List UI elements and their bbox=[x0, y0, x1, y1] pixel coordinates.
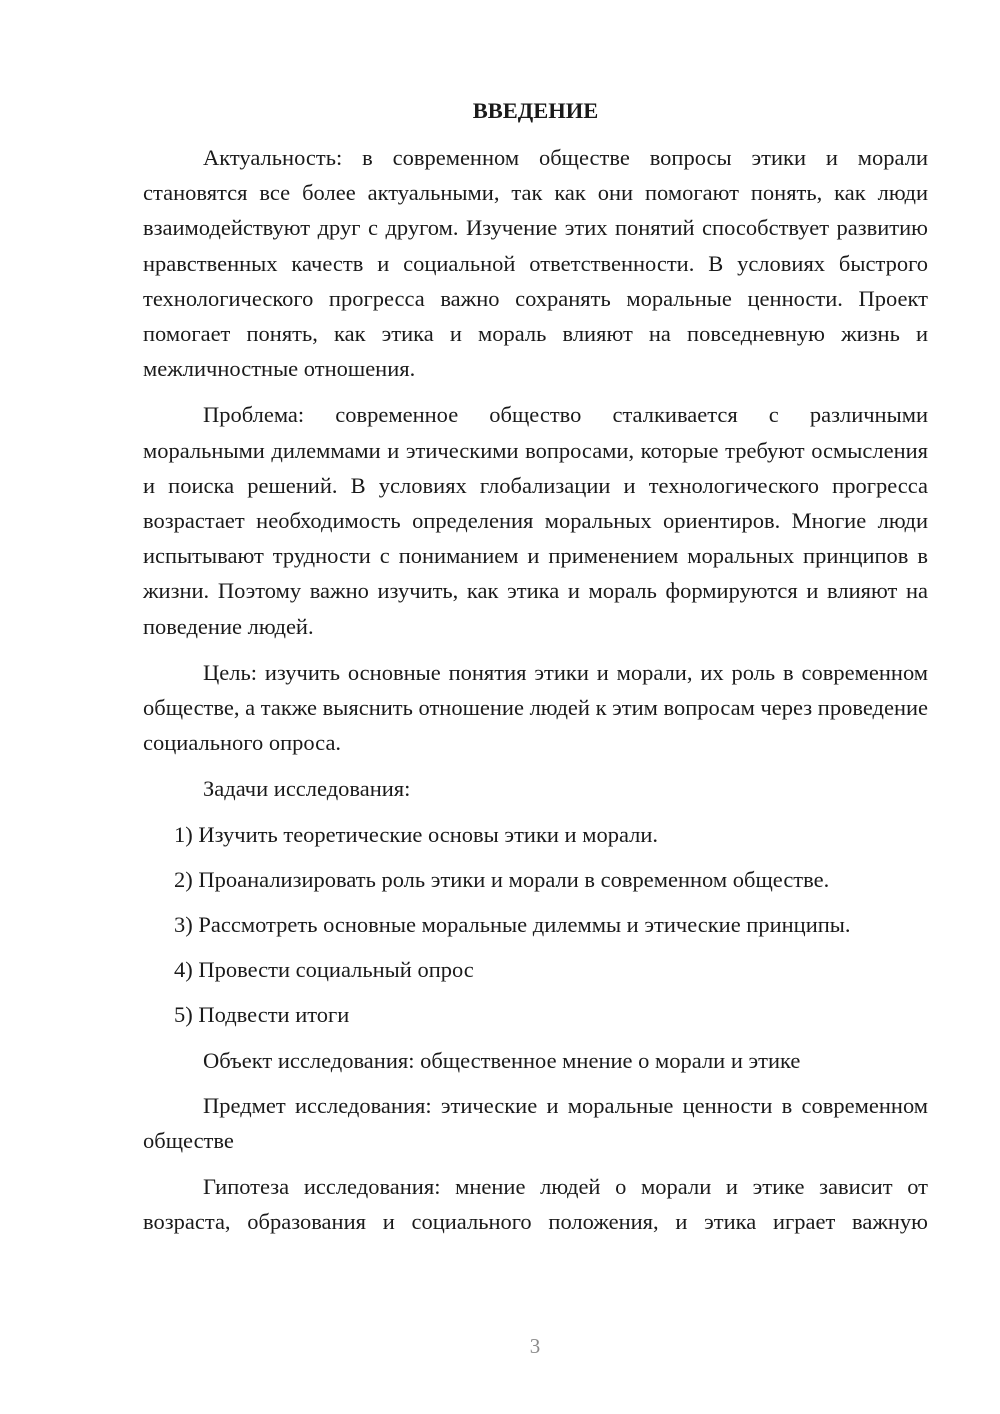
list-item: 2) Проанализировать роль этики и морали в современном обществе. bbox=[174, 866, 830, 892]
tasks-heading: Задачи исследования: bbox=[203, 776, 411, 802]
list-item: 3) Рассмотреть основные моральные дилеммы и этические принципы. bbox=[174, 912, 851, 938]
research-hypothesis: Гипотеза исследования: мнение людей о морали и этике зависит от возраста, образования и социального положения, и этика играет важную bbox=[143, 1174, 928, 1235]
research-subject: Предмет исследования: этические и моральные ценности в современном обществе bbox=[143, 1092, 928, 1154]
document-page bbox=[143, 93, 928, 1251]
task-list bbox=[143, 817, 928, 1033]
paragraph-relevance: Актуальность: в современном обществе вопросы этики и морали становятся все более актуальными, так как они помогают понять, как люди взаимодействуют друг с другом. Изучение этих понятий способствует развитию нравственных качеств и социальной ответственности. В условиях быстрого технологического прогресса важно сохранять моральные ценности. Проект помогает понять, как этика и мораль влияют на повседневную жизнь и межличностные отношения. bbox=[143, 145, 928, 382]
page-title: ВВЕДЕНИЕ bbox=[472, 98, 599, 123]
research-object: Объект исследования: общественное мнение о морали и этике bbox=[203, 1047, 801, 1073]
list-item: 5) Подвести итоги bbox=[174, 1002, 350, 1028]
page-number: 3 bbox=[529, 1334, 541, 1358]
paragraph-goal: Цель: изучить основные понятия этики и морали, их роль в современном обществе, а также выяснить отношение людей к этим вопросам через проведение социального опроса. bbox=[143, 659, 929, 756]
list-item: 4) Провести социальный опрос bbox=[174, 957, 474, 983]
list-item: 1) Изучить теоретические основы этики и морали. bbox=[174, 821, 659, 847]
paragraph-problem: Проблема: современное общество сталкивается с различными моральными дилеммами и этическими вопросами, которые требуют осмысления и поиска решений. В условиях глобализации и технологического прогресса возрастает необходимость определения моральных ориентиров. Многие люди испытывают трудности с пониманием и применением моральных принципов в жизни. Поэтому важно изучить, как этика и мораль формируются и влияют на поведение людей. bbox=[143, 402, 928, 639]
